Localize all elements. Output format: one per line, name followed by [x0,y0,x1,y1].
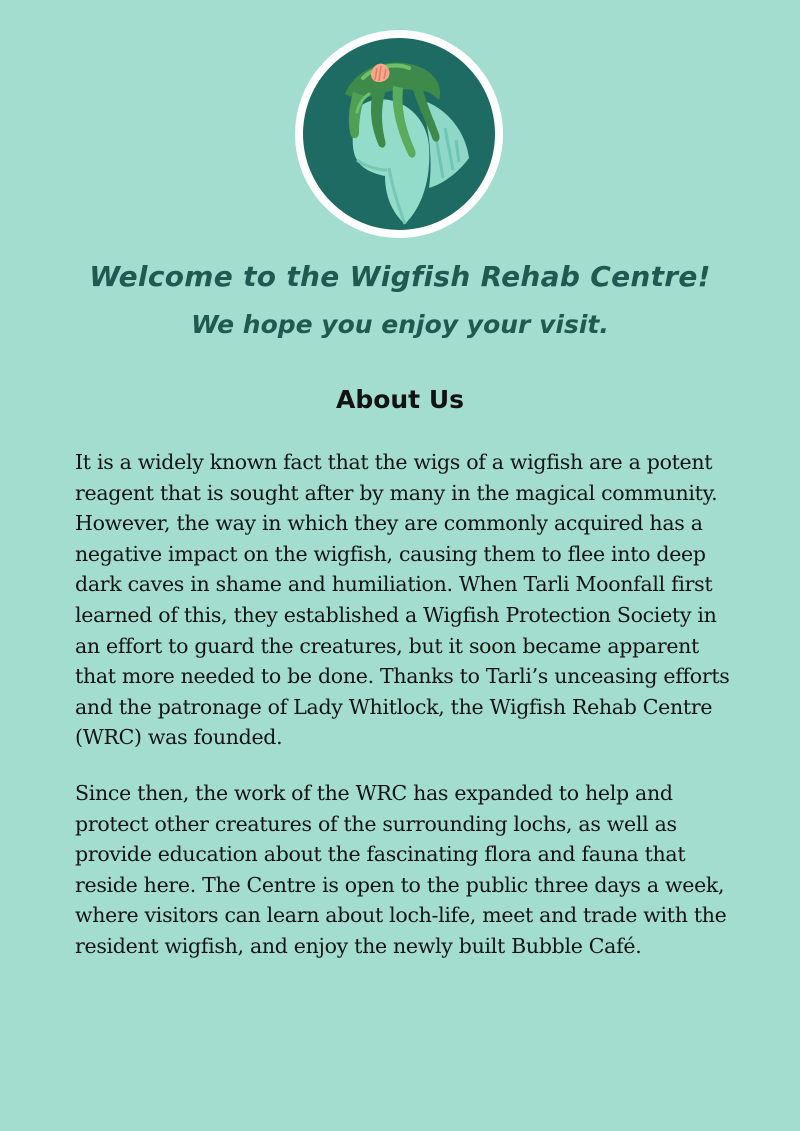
about-body [75,447,735,987]
about-heading: About Us [335,385,465,414]
page-subtitle: We hope you enjoy your visit. [191,310,609,339]
page-title: Welcome to the Wigfish Rehab Centre! [89,260,711,293]
about-paragraph-1: It is a widely known fact that the wigs of a wigfish are a potent reagent that is sought after by many in the magical community. However, the way in which they are commonly acquired has a negative impact on the wigfish, causing them to flee into deep dark caves in shame and humiliation. When Tarli Moonfall first learned of this, they established a Wigfish Protection Society in an effort to guard the creatures, but it soon became apparent that more needed to be done. Thanks to Tarli’s unceasing efforts and the patronage of Lady Whitlock, the Wigfish Rehab Centre (WRC) was founded. [75,450,730,750]
about-paragraph-2: Since then, the work of the WRC has expanded to help and protect other creatures of the surrounding lochs, as well as provide education about the fascinating flora and fauna that reside here. The Centre is open to the public three days a week, where visitors can learn about loch-life, meet and trade with the resident wigfish, and enjoy the newly built Bubble Café. [75,780,727,958]
wigfish-logo-icon [293,28,505,240]
